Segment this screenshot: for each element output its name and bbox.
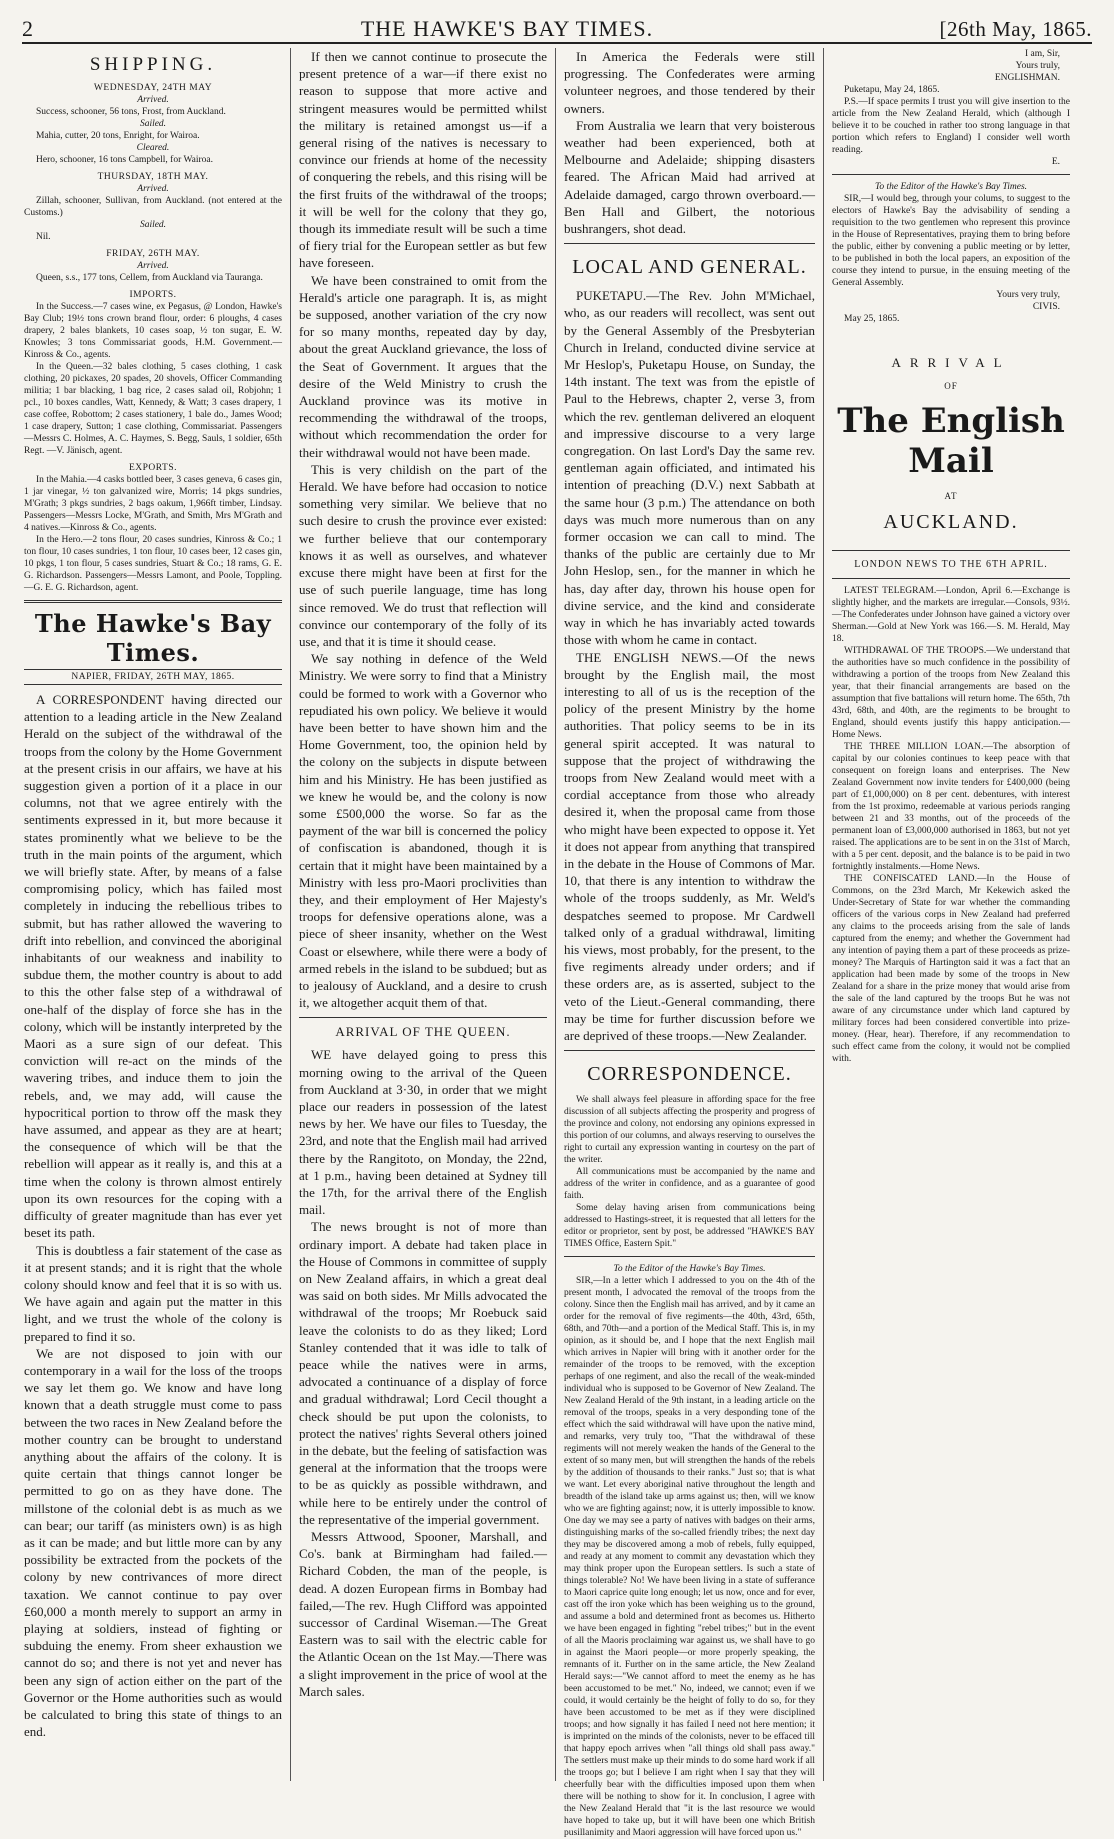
notice-paragraph: All communications must be accompanied by the name and address of the writer in confidence, and as a guarantee of good faith. bbox=[564, 1167, 815, 1202]
shipping-date: WEDNESDAY, 24TH MAY bbox=[93, 83, 213, 93]
divider bbox=[564, 1050, 815, 1051]
news-paragraph: THE CONFISCATED LAND.—In the House of Commons, on the 23rd March, Mr Kekewich asked the Under-Secretary of State for war whether the commanding officers of the various corps in New Zealand had preferred any claims to the proceeds arising from the sale of lands captured from the enemy; and whether the Government had any intention of paying them a part of these proceeds as prize-money? The Marquis of Hartington said it was a fact that an application had been made by some of the troops in New Zealand for a share in the prize money that would arise from the sale of the land captured by the troops But he was not aware of any circumstance under which land captured by military forces had been considered convertible into prize-money. (Hear, hear). Therefore, if any recommendation to such effect came from the colony, it would not be complied with. bbox=[832, 874, 1070, 1064]
editorial-continued bbox=[299, 48, 547, 1011]
editorial-paragraph: We have been constrained to omit from the Herald's article one paragraph. It is, as might be supposed, another variation of the cry now for so many months, repeated day by day, about the great Auckland grievance, the loss of the Seat of Government. It argues that the desire of the Weld Ministry to crush the Auckland province was its motive in recommending the withdrawal of the troops, without which recommendation the order for their withdrawal would not have been made. bbox=[299, 272, 547, 460]
signature: E. bbox=[1051, 157, 1060, 167]
shipping-label: Arrived. bbox=[137, 261, 169, 271]
mail-subtitle: LONDON NEWS TO THE 6TH APRIL. bbox=[854, 559, 1048, 570]
letter-paragraph: SIR,—I would beg, through your colums, to suggest to the electors of Hawke's Bay the advisability of sending a requisition to the two gentlemen who represent this province in the House of Representatives, praying them to bring before the public, either by convening a public meeting or by letter, to be published in both the local papers, an exposition of the course they intend to pursue, in the ensuing meeting of the General Assembly. bbox=[832, 194, 1070, 288]
mail-title: The English Mail bbox=[837, 401, 1065, 481]
queen-article bbox=[299, 1046, 547, 1700]
page-number: 2 bbox=[22, 16, 34, 41]
paper-name: THE HAWKE'S BAY TIMES. bbox=[360, 16, 654, 41]
letter-place: May 25, 1865. bbox=[844, 314, 900, 324]
news-paragraph: LATEST TELEGRAM.—London, April 6.—Exchange is slightly higher, and the markets are irregular.—Consols, 93½.—The Confederates under Johnson have gained a victory over Sherman.—Gold at New York was 166.—S. M. Herald, May 18. bbox=[832, 586, 1070, 644]
shipping-label: Arrived. bbox=[137, 95, 169, 105]
editorial-paragraph: A CORRESPONDENT having directed our attention to a leading article in the New Zealand Herald on the subject of the withdrawal of the troops from the colony by the Home Government at the present crisis in our affairs, we have at his suggestion given a portion of it a place in our columns, not that we agree entirely with the sentiments expressed in it, but more because it states prominently what we believe to be the truth in the main points of the argument, which we will briefly state. After, by means of a false compromising policy, which has failed most completely in inducing the rebellious tribes to submit, but has rather allowed the wavering to drift into rebellion, and convinced the aboriginal inhabitants of our weakness and inability to subdue them, the mother country is about to add to this the other false step of a withdrawal of one-half of the display of force she has in the colony, which will be instantly interpreted by the Maori as a sure sign of our defeat. This conviction will re-act on the minds of the wavering tribes, and induce them to join the rebels, and, we may add, will cause the hypocritical portion to throw off the mask they have assumed, and appear as they are at heart; the consequence of which will be that the rebellion will appear as it really is, and this at a time when the colony is thrown almost entirely upon its own resources for the coping with a difficulty of greater magnitude than has ever yet beset its path. bbox=[24, 692, 282, 1241]
mail-place: AUCKLAND. bbox=[883, 511, 1019, 533]
letter-paragraph: SIR,—In a letter which I addressed to you on the 4th of the present month, I advocated the removal of the troops from the colony. Since then the English mail has arrived, and by it came an order for the removal of five regiments—the 40th, 43rd, 65th, 68th, and 70th—and a portion of the Medical Staff. This is, in my opinion, as it should be, and I hope that the next English mail which arrives in Napier will bring with it another order for the remainder of the troops to be removed, with the exception perhaps of one regiment, and also the recall of the weak-minded individual who is supposed to be Governor of New Zealand. The New Zealand Herald of the 9th instant, in a leading article on the removal of the troops, speaks in a very desponding tone of the effect which the said withdrawal will have upon the native mind, and remarks, very truly too, "That the withdrawal of these regiments will not merely weaken the hands of the General to the extent of so many men, but will strengthen the hands of the rebels by the addition of thousands to their ranks." Just so; that is what we want. Let every aboriginal native throughout the length and breadth of the island take up arms against us; then, will we know who we are fighting against; now, it is utterly impossible to know. One day we may see a party of natives with badges on their arms, distinguishing marks of the so-called friendly tribes; the next day they may be discovered among a mob of rebels, fully equipped, and ready at any moment to commit any devastation which they may think proper upon the European settlers. Is such a state of things tolerable? No! We have been living in a state of sufferance to Maori caprice quite long enough; let us now, once and for ever, cast off the iron yoke which has been weighing us to the ground, and assume a bold and determined front as becomes us. Hitherto we have been engaged in fighting "rebel tribes;" but in the event of all the Maoris proclaiming war against us, we shall have to go in against the Maori people—or more properly speaking, the remnants of it. Further on in the same article, the New Zealand Herald says:—"We cannot afford to meet the enemy as he has been accustomed to be met." No, indeed, we cannot; even if we could, it would certainly be the height of folly to do so, for they have been accustomed to be met as if they were disciplined troops; and how signally it has failed I need not here mention; it is imprinted on the minds of the colonists, never to be effaced till that happy epoch arrives when "all things old shall pass away." The settlers must make up their minds to do some hard work if all the troops go; but I believe I am right when I say that they will cheerfully bear with the difficulties imposed upon them when there will be nothing to show for it. In conclusion, I agree with the New Zealand Herald that "it is the last resource we would have hoped to take up, but it will have been one which British pusillanimity and Maori aggression will have forced upon us." bbox=[564, 1276, 815, 1839]
mail-arrival: ARRIVAL bbox=[891, 355, 1011, 370]
editorial-article bbox=[24, 691, 282, 1740]
closing: I am, Sir, bbox=[1025, 49, 1060, 59]
editorial-paragraph: We are not disposed to join with our contemporary in a wail for the loss of the troops we say let them go. We know and have long known that a death struggle must come to pass between the two races in New Zealand before the mother country can be brought to understand anything about the affairs of the colony. It is quite certain that things cannot longer be permitted to go on as they have done. The millstone of the colonial debt is as much as we can bear; our tariff (as ministers own) is as high as it can be made; and but little more can by any possibility be extracted from the pockets of the colony by new contrivances of more direct taxation. We cannot continue to pay over £60,000 a month merely to support an army in playing at soldiers, instead of fighting or subduing the enemy. From sheer exhaustion we cannot do so; and there is not yet and never has been any sign of action either on the part of the Governor or the Home authorities such as would be calculated to bring this state of things to an end. bbox=[24, 1345, 282, 1740]
letter-englishman bbox=[564, 1275, 815, 1839]
queen-paragraph: In America the Federals were still progressing. The Confederates were arming volunteer negroes, and those tendered by their owners. bbox=[564, 49, 815, 116]
queen-paragraph: The news brought is not of more than ordinary import. A debate had taken place in the House of Commons in committee of supply on New Zealand affairs, in which a great deal was said on both sides. Mr Mills advocated the withdrawal of the troops; Mr Roebuck said leave the colonists to do as they liked; Lord Stanley contended that it was idle to talk of peace while the natives were in arms, advocated a continuance of a display of force and gradual withdrawal; Lord Cecil thought a check should be put upon the colonists, to protect the natives' rights Several others joined in the debate, but the feeling of satisfaction was general at the information that the troops were to be as quickly as possible withdrawn, and while here to be entirely under the control of the representative of the imperial government. bbox=[299, 1219, 548, 1527]
shipping-item: Hero, schooner, 16 tons Campbell, for Wairoa. bbox=[36, 155, 214, 165]
queen-paragraph: From Australia we learn that very boisterous weather had been experienced, both at Melbourne and Adelaide; shipping disasters feared. The African Maid had arrived at Adelaide damaged, cargo thrown overboard.—Ben Hall and Gilbert, the notorious bushrangers, shot dead. bbox=[564, 117, 815, 237]
column-2 bbox=[290, 48, 555, 1781]
local-article bbox=[564, 287, 815, 1044]
shipping-date: THURSDAY, 18TH MAY. bbox=[97, 172, 209, 182]
editorial-paragraph: We say nothing in defence of the Weld Ministry. We were sorry to find that a Ministry could be formed to work with a Governor who repudiated his own policy. We believe it would have been better to have shown him and the Home Government, too, the opinion held by the colony on the subjects in dispute between him and his Ministry. He has been justified as we knew he would be, and the colony is now some £500,000 the worse. So far as the payment of the war bill is concerned the policy of confiscation is abandoned, though it is certain that it might have been maintained by a Ministry with less pro-Maori proclivities than they, and their employment of Her Majesty's troops for defensive operations alone, was a piece of sheer insanity, whether on the West Coast or elsewhere, while there were a body of armed rebels in the island to be subdued; but as to jealousy of Auckland, and a desire to crush it, we altogether acquit them of that. bbox=[299, 651, 547, 1011]
notice-paragraph: We shall always feel pleasure in affording space for the free discussion of all subjects affecting the prosperity and progress of the province and colony, not endorsing any opinions expressed in this portion of our columns, and always reserving to ourselves the right to curtail any expression wanting in courtesy on the part of the writer. bbox=[564, 1095, 815, 1166]
letter-heading: To the Editor of the Hawke's Bay Times. bbox=[613, 1264, 766, 1275]
closing: Yours very truly, bbox=[996, 290, 1060, 300]
shipping-label: Sailed. bbox=[139, 220, 167, 230]
issue-date: [26th May, 1865. bbox=[939, 17, 1092, 41]
signature: ENGLISHMAN. bbox=[994, 73, 1060, 83]
shipping-item: Zillah, schooner, Sullivan, from Auckland. (not entered at the Customs.) bbox=[24, 196, 282, 218]
shipping-item: Nil. bbox=[36, 232, 51, 242]
notice-paragraph: Some delay having arisen from communications being addressed to Hastings-street, it is requested that all letters for the editor or proprietor, sent by post, be addressed "HAWKE'S BAY TIMES Office, Eastern Spit." bbox=[564, 1203, 815, 1250]
postscript: P.S.—If space permits I trust you will give insertion to the article from the New Zealand Herald, which (although I believe it to be couched in rather too strong language in that portion which refers to England) I consider well worth reading. bbox=[832, 97, 1070, 155]
queen-continued bbox=[564, 48, 815, 237]
shipping-heading: SHIPPING. bbox=[89, 54, 217, 75]
mail-at: AT bbox=[944, 491, 958, 501]
column-4 bbox=[823, 48, 1070, 1781]
news-paragraph: WITHDRAWAL OF THE TROOPS.—We understand that the authorities have so much confidence in the possibility of withdrawing a portion of the troops from New Zealand this year, that their financial arrangements are based on the assumption that five battalions will return home. The 65th, 7th 43rd, 68th, and 40th, are the regiments to be brought to England, should events justify this happy anticipation.—Home News. bbox=[832, 646, 1070, 740]
import-entry: In the Success.—7 cases wine, ex Pegasus, @ London, Hawke's Bay Club; 19½ tons crown brand flour, order: 6 ploughs, 4 cases drapery, 2 bales blankets, 10 cases soap, ½ ton sugar, E. W. Knowles; 3 tons Commissariat goods, H.M. Government.—Kinross & Co., agents. bbox=[24, 302, 282, 360]
column-1 bbox=[22, 48, 290, 1781]
local-heading: LOCAL AND GENERAL. bbox=[572, 256, 807, 279]
queen-paragraph: WE have delayed going to press this morning owing to the arrival of the Queen from Auckland at 3·30, in order that we might place our readers in possession of the latest news by her. We have our files to Tuesday, the 23rd, and note that the English mail had arrived there by the Rangitoto, on Monday, the 22nd, at 1 p.m., having been detained at Sydney till the 17th, for the arrival there of the English mail. bbox=[299, 1047, 548, 1218]
correspondence-notice bbox=[564, 1094, 815, 1250]
nameplate-title: The Hawke's Bay Times. bbox=[34, 609, 272, 667]
shipping-list bbox=[24, 82, 282, 594]
letter-civis bbox=[832, 193, 1070, 325]
mail-of: OF bbox=[944, 381, 958, 391]
import-entry: In the Queen.—32 bales clothing, 5 cases clothing, 1 cask clothing, 20 pickaxes, 20 spades, 20 shovels, Officer Commanding militia; 1 bar blacking, 1 bag rice, 2 cases salad oil, Robjohn; 1 pcl., 10 boxes candles, Watt, Kennedy, & Watt; 3 cases drapery, 1 case coffee, Robottom; 2 cases stationery, 1 bale do., James Wood; 1 case drapery, Sutton; 1 case clothing, Commissariat. Passengers—Messrs C. Holmes, A. C. Haymes, S. Begg, Sauls, 1 soldier, 65th Regt. —V. Jänisch, agent. bbox=[24, 362, 282, 456]
exports-heading: EXPORTS. bbox=[128, 463, 178, 473]
editorial-paragraph: This is doubtless a fair statement of the case as it at present stands; and it is right that the whole colony should know and feel that it is so with us. We have again and again put the matter in this light, and we trust the whole of the colony is prepared to find it so. bbox=[24, 1242, 282, 1344]
shipping-label: Cleared. bbox=[136, 143, 170, 153]
local-paragraph: THE ENGLISH NEWS.—Of the news brought by the English mail, the most interesting to all of us is the reception of the policy of the present Ministry by the home authorities. That policy seems to be in its general spirit accepted. It was natural to suppose that the project of withdrawing the troops from New Zealand would meet with a cordial acceptance from those who already desired it, when the proposal came from those who might have been expected to oppose it. Yet it does not appear from anything that transpired in the debate in the House of Commons of Mar. 10, that there is any intention to withdraw the whole of the troops suddenly, as Mr. Weld's despatches seemed to propose. Mr Cardwell talked only of a gradual withdrawal, limiting his views, most probably, for the present, to the five regiments already under orders; and if these orders are, as is asserted, subject to the veto of the Lieut.-General commanding, there may be time for further discussion before we are deprived of these troops.—New Zealander. bbox=[564, 649, 815, 1043]
queen-heading: ARRIVAL OF THE QUEEN. bbox=[335, 1024, 511, 1040]
export-entry: In the Mahia.—4 casks bottled beer, 3 cases geneva, 6 cases gin, 1 jar vinegar, ½ ton galvanized wire, Morris; 14 pkgs sundries, M'Grath; 3 pkgs sundries, 2 bags oakum, 1,966ft timber, Lindsay. Passengers—Messrs Locke, M'Grath, and Smith, Mrs M'Grath and 4 natives.—Kinross & Co., agents. bbox=[24, 475, 282, 533]
closing: Yours truly, bbox=[1015, 61, 1060, 71]
mail-news bbox=[832, 585, 1070, 1065]
masthead bbox=[22, 4, 1092, 44]
divider bbox=[564, 1256, 815, 1257]
columns bbox=[22, 48, 1092, 1839]
shipping-date: FRIDAY, 26TH MAY. bbox=[106, 249, 200, 259]
letter-closing bbox=[832, 48, 1070, 168]
divider bbox=[564, 243, 815, 244]
letter-place: Puketapu, May 24, 1865. bbox=[844, 85, 940, 95]
shipping-item: Mahia, cutter, 20 tons, Enright, for Wairoa. bbox=[36, 131, 200, 141]
column-3 bbox=[555, 48, 823, 1839]
shipping-label: Sailed. bbox=[139, 119, 167, 129]
correspondence-heading: CORRESPONDENCE. bbox=[587, 1063, 792, 1086]
letter-heading: To the Editor of the Hawke's Bay Times. bbox=[874, 182, 1028, 192]
divider bbox=[832, 578, 1070, 579]
export-entry: In the Hero.—2 tons flour, 20 cases sundries, Kinross & Co.; 1 ton flour, 10 cases sundries, 1 ton flour, 10 cases beer, 12 cases gin, 10 pkgs, 1 ton flour, 5 cases sundries, Stuart & Co.; 18 rams, G. E. G. Richardson. Passengers—Messrs Lamont, and Poole, Toppling.—G. E. G. Richardson, agent. bbox=[24, 535, 282, 593]
local-paragraph: PUKETAPU.—The Rev. John M'Michael, who, as our readers will recollect, was sent out by the General Assembly of the Presbyterian Church in Ireland, conducted divine service at Mr Heslop's, Puketapu House, on Sunday, the 14th instant. The text was from the epistle of Paul to the Hebrews, chapter 2, verse 3, from which the rev. gentleman delivered an eloquent and impressive discourse to a very large congregation. On last Lord's Day the same rev. gentleman again officiated, and intimated his intention of preaching (D.V.) next Sabbath at the same hour (3 p.m.) The attendance on both days was much more numerous than on any former occasion we can call to mind. The thanks of the public are certainly due to Mr John Heslop, sen., for the manner in which he has, day after day, thrown his house open for divine service, and the kind and considerate way in which he has invariably acted towards those with whom he came in contact. bbox=[564, 288, 815, 648]
queen-paragraph: Messrs Attwood, Spooner, Marshall, and Co's. bank at Birmingham had failed.—Richard Cobden, the man of the people, is dead. A dozen European firms in Bombay had failed,—The rev. Hugh Clifford was appointed successor of Cardinal Wiseman.—The Great Eastern was to sail with the electric cable for the Atlantic Ocean on the 1st May.—There was a slight improvement in the price of wool at the March sales. bbox=[299, 1529, 547, 1699]
nameplate-dateline: NAPIER, FRIDAY, 26TH MAY, 1865. bbox=[24, 669, 282, 685]
shipping-item: Queen, s.s., 177 tons, Cellem, from Auckland via Tauranga. bbox=[36, 273, 263, 283]
news-paragraph: THE THREE MILLION LOAN.—The absorption of capital by our colonies continues to keep peace with that consequent on foreign loans and enterprises. The New Zealand Government now invite tenders for £400,000 (being part of £1,000,000) on 8 per cent. debentures, with interest from the 1st proximo, redeemable at various periods ranging between 21 and 33 months, out of the proceeds of the permanent loan of £3,000,000 authorised in 1863, but not yet raised. The applications are to be sent in on the 31st of March, with a 5 per cent. deposit, and the balance is to be paid in two fortnightly instalments.—Home News. bbox=[832, 742, 1070, 872]
divider bbox=[299, 1017, 547, 1018]
signature: CIVIS. bbox=[1032, 302, 1060, 312]
shipping-label: Arrived. bbox=[137, 184, 169, 194]
divider bbox=[832, 550, 1070, 551]
shipping-item: Success, schooner, 56 tons, Frost, from Auckland. bbox=[36, 107, 226, 117]
editorial-paragraph: If then we cannot continue to prosecute the present pretence of a war—if there exist no reason to suppose that more active and stringent measures would be permitted whilst the military is retained amongst us—if a general rising of the natives is necessary to convince our friends at home of the necessity of conquering the rebels, and this rising will be the first fruits of the withdrawal of the troops; it will be well for the colony that they go, though its immediate result will be such a time of fiery trial for the European settler as but few have foreseen. bbox=[299, 49, 547, 271]
divider bbox=[832, 174, 1070, 175]
divider bbox=[24, 600, 282, 603]
imports-heading: IMPORTS. bbox=[129, 290, 177, 300]
editorial-paragraph: This is very childish on the part of the Herald. We have before had occasion to notice something very similar. We believe that no such desire to crush the province ever existed: we further believe that our contemporary knows it as well as ourselves, and whatever excuse there might have been at first for the use of such puerile language, time has long since removed. We do trust that reflection will convince our contemporary of the folly of its use, and that it is time it should cease. bbox=[299, 461, 547, 649]
